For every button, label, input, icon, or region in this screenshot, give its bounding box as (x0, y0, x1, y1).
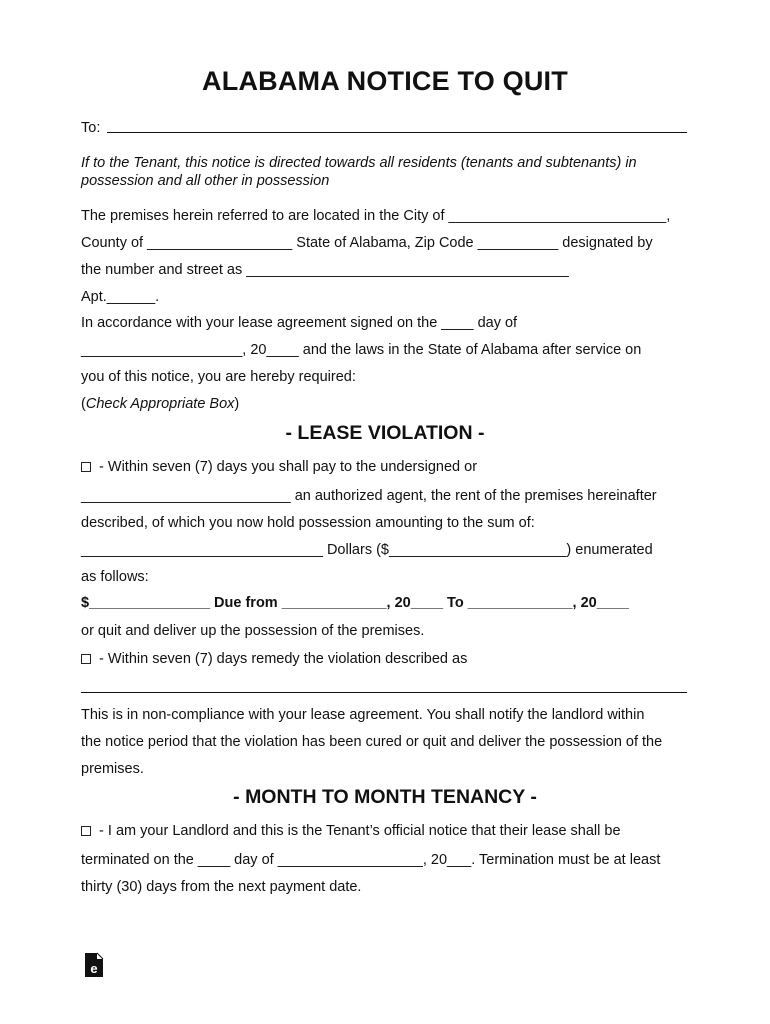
check-note-label: Check Appropriate Box (85, 396, 235, 412)
month-option (81, 822, 621, 840)
lease-option-2-checkbox[interactable] (81, 654, 91, 664)
premises-line-1: The premises herein referred to are located in the City of ___________________________, (81, 208, 671, 224)
lease-option-1-checkbox[interactable] (81, 462, 91, 472)
month-to-month-heading: - MONTH TO MONTH TENANCY - (233, 786, 537, 808)
check-note-open: ( (81, 396, 86, 412)
svg-text:e: e (90, 961, 98, 976)
noncompliance-line-2: the notice period that the violation has been cured or quit and deliver the possession of the (81, 734, 663, 750)
lease-option-1-line-3: described, of which you now hold possession amounting to the sum of: (81, 515, 535, 531)
to-label: To: (81, 120, 101, 136)
to-field-line[interactable] (107, 132, 687, 133)
premises-line-3: the number and street as ________________________________________ (81, 262, 569, 278)
lease-option-1-line-2: __________________________ an authorized agent, the rent of the premises hereinafter (81, 488, 657, 504)
lease-option-1-line-4: ______________________________ Dollars ($______________________) enumerated (81, 542, 653, 558)
check-appropriate-box-note (81, 395, 239, 413)
lease-option-1-line-6: or quit and deliver up the possession of the premises. (81, 623, 425, 639)
accordance-line-3: you of this notice, you are hereby required: (81, 369, 356, 385)
intro-note-line-2: possession and all other in possession (81, 173, 330, 189)
document-title: ALABAMA NOTICE TO QUIT (202, 66, 568, 96)
lease-option-1 (81, 458, 477, 476)
month-option-line-2: terminated on the ____ day of __________________, 20___. Termination must be at least (81, 852, 661, 868)
month-option-line-3: thirty (30) days from the next payment date. (81, 879, 362, 895)
lease-option-1-line-5: as follows: (81, 569, 149, 585)
apt-line: Apt.______. (81, 289, 160, 305)
due-from-line: $_______________ Due from _____________, 20____ To _____________, 20____ (81, 595, 629, 611)
lease-option-2-text: - Within seven (7) days remedy the violation described as (95, 651, 468, 667)
lease-option-1-text: - Within seven (7) days you shall pay to the undersigned or (95, 459, 478, 475)
lease-option-2 (81, 650, 467, 668)
accordance-line-2: ____________________, 20____ and the laws in the State of Alabama after service on (81, 342, 642, 358)
noncompliance-line-1: This is in non-compliance with your lease agreement. You shall notify the landlord within (81, 707, 645, 723)
violation-description-line[interactable] (81, 692, 687, 693)
accordance-line-1: In accordance with your lease agreement signed on the ____ day of (81, 315, 518, 331)
intro-note-line-1: If to the Tenant, this notice is directed towards all residents (tenants and subtenants) in (81, 155, 637, 171)
month-option-text: - I am your Landlord and this is the Tenant’s official notice that their lease shall be (95, 823, 621, 839)
lease-violation-heading: - LEASE VIOLATION - (285, 422, 485, 444)
month-option-checkbox[interactable] (81, 826, 91, 836)
premises-line-2: County of __________________ State of Alabama, Zip Code __________ designated by (81, 235, 653, 251)
eforms-logo-icon (84, 952, 104, 978)
check-note-close: ) (234, 396, 240, 412)
noncompliance-line-3: premises. (81, 761, 144, 777)
